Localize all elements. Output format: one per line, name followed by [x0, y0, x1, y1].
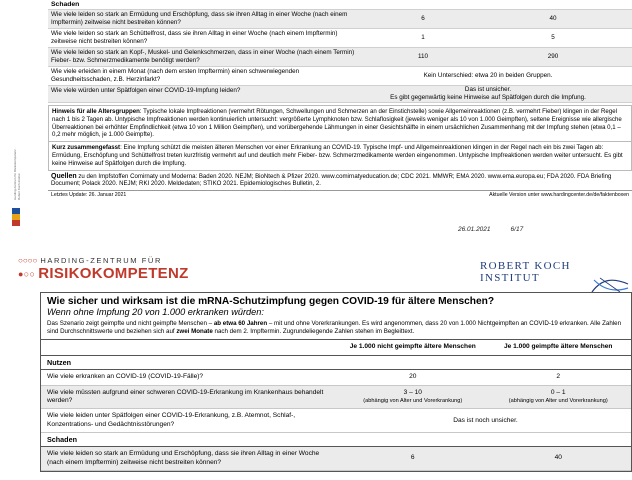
sidebar-vertical-text: Harding-Zentrum für Risikokompetenz · Robert Koch-Institut: [13, 147, 21, 200]
nutzen-section-heading: Nutzen: [41, 356, 631, 370]
desc-bold: zwei Monate: [176, 328, 213, 335]
row-question: Wie viele würden unter Spätfolgen einer COVID-19-Impfung leiden?: [51, 87, 241, 94]
row-value-vaccinated: 290: [547, 53, 559, 60]
hinweis-text: : Typische lokale Impfreaktionen (vermehrt Rötungen, Schwellungen und Schmerzen an der Einstichstelle) sowie Allgemeinreaktionen (z.B. vermehrt Fieber) klingen in der Regel nach 1 bis 2 Tagen ab. Untypische Impfreaktionen werden kontinuierlich untersucht: vergrößerte Lymphknoten bzw. Schlaflosigkeit (jeweils weniger als 10 von 1.000 Geimpften), seltene Ereignisse wie allergische Überreaktionen bei erhöhter Empfindlichkeit (etwa 10 von 1 Million Geimpften), und vorübergehende Lähmungen in einer Gesichtshälfte in einem ursächlichen Zusammenhang mit der Impfung stehen (etwa 0,1 – 0,2 mehr möglich, je 1.000 Geimpfte).: [52, 108, 622, 139]
header-vaccinated: Je 1.000 geimpfte ältere Menschen: [503, 343, 613, 350]
hinweis-box: [48, 105, 632, 142]
page-date: 26.01.2021: [458, 226, 491, 233]
value-number: 0 – 1: [550, 389, 566, 397]
kurz-title: Kurz zusammengefasst: [52, 144, 121, 152]
sidebar-strip: [0, 0, 28, 260]
table-row: [48, 29, 632, 48]
harding-center-logo: [18, 256, 189, 282]
row-value-unvaccinated: [340, 386, 486, 409]
kurz-box: [48, 142, 632, 170]
page-meta: [458, 226, 523, 233]
table-row: [48, 10, 632, 29]
value-note: (abhängig von Alter und Vorerkrankung): [508, 397, 608, 404]
main-factbox: [40, 292, 632, 472]
row-question: Wie viele leiden so stark an Ermüdung und Erschöpfung, dass sie ihren Alltag in einer Woche (nach einem Impftermin) zeitweise nicht bestreiten können?: [47, 450, 320, 466]
page-number: 6/17: [510, 226, 524, 233]
row-value-vaccinated: 40: [549, 15, 557, 22]
factbox-subtitle: Wenn ohne Impfung 20 von 1.000 erkranken würden:: [47, 307, 264, 317]
factbox-title: Wie sicher und wirksam ist die mRNA-Schutzimpfung gegen COVID-19 für ältere Menschen?: [47, 296, 495, 307]
table-row: [48, 48, 632, 67]
kurz-text: : Eine Impfung schützt die meisten älteren Menschen vor einer Erkrankung an COVID-19. Typische Impf- und Allgemeinreaktionen klingen in der Regel nach ein bis zwei Tagen ab: Ermüdung, Erschöpfung und Schüttelfrost treten kurzfristig vermehrt auf und deutlich mehr Fieber- bzw. Schmerzmedikamente werden eingenommen. Untypische Impfreaktionen werden weiter untersucht. Es gibt keine Hinweise auf Spätfolgen durch die Impfung.: [52, 144, 623, 167]
table-row: [48, 67, 632, 86]
schaden-section-heading: Schaden: [48, 0, 632, 10]
value-number: 3 – 10: [403, 389, 422, 397]
last-update: Letztes Update: 26. Januar 2021: [51, 191, 127, 198]
table-row: [48, 86, 632, 103]
row-value-vaccinated: [486, 386, 632, 409]
row-value-unvaccinated: 110: [417, 53, 429, 60]
desc-part: nach dem 2. Impftermin. Zugrundeliegende Zahlen stehen im Begleittext.: [212, 328, 415, 335]
row-value-vaccinated: 40: [554, 454, 562, 462]
row-question: Wie viele erleiden in einem Monat (nach dem ersten Impftermin) einen schwerwiegenden Gesundheitsschaden, z.B. Herzinfarkt?: [51, 68, 300, 83]
row-question: Wie viele leiden so stark an Kopf-, Muskel- und Gelenkschmerzen, dass in einer Woche (nach einem Termin) Fieber- bzw. Schmerzmedikamente benötigt werden?: [51, 49, 355, 64]
rki-logo-text: ROBERT KOCH INSTITUT: [480, 260, 571, 284]
row-question: Wie viele leiden so stark an Schüttelfrost, dass sie ihren Alltag in einer Woche (nach einem Impftermin) zeitweise nicht bestreiten können?: [51, 30, 338, 45]
row-value-line-2: Es gibt gegenwärtig keine Hinweise auf Spätfolgen durch die Impfung.: [390, 94, 586, 101]
value-note: (abhängig von Alter und Vorerkrankung): [363, 397, 463, 404]
desc-bold: ab etwa 60 Jahren: [213, 320, 268, 327]
desc-part: – mit und ohne Vorerkrankungen. Es wird angenommen, dass 20 von 1.000 Nichtgeimpften an COVID-19 erkranken. Alle Zahlen sind Durchschnittswerte und beziehen sich auf: [47, 320, 622, 335]
schaden-section-heading: Schaden: [41, 433, 631, 447]
row-value-combined: [358, 86, 618, 102]
rki-logo: [480, 260, 632, 284]
logo-main-text: RISIKOKOMPETENZ: [38, 265, 189, 282]
table-row: [41, 447, 631, 471]
row-value-unvaccinated: 1: [421, 34, 425, 41]
row-value-combined: Kein Unterschied: etwa 20 in beiden Gruppen.: [423, 72, 553, 79]
previous-factbox: [48, 0, 632, 199]
row-question: Wie viele erkranken an COVID-19 (COVID-19-Fälle)?: [47, 372, 204, 380]
current-version-link[interactable]: Aktuelle Version unter www.hardingcenter.de/de/faktenboxen: [489, 191, 629, 198]
table-row: [41, 370, 631, 386]
sources-title: Quellen: [51, 172, 77, 180]
factbox-footer: [48, 190, 632, 199]
row-value-unvaccinated: 6: [410, 454, 415, 462]
sidebar-color-bar-red: [12, 220, 20, 226]
desc-part: Das Szenario zeigt geimpfte und nicht geimpfte Menschen –: [47, 320, 214, 327]
row-value-unvaccinated: 6: [421, 15, 425, 22]
header-blank: [41, 340, 340, 355]
hinweis-title: Hinweis für alle Altersgruppen: [52, 108, 140, 115]
column-headers: [41, 340, 631, 356]
table-row: [41, 409, 631, 433]
logo-dots-icon: ○○○○: [18, 256, 38, 265]
logo-top-text: HARDING-ZENTRUM FÜR: [40, 256, 162, 265]
row-value-vaccinated: 2: [556, 372, 561, 380]
header-unvaccinated: Je 1.000 nicht geimpfte ältere Menschen: [349, 343, 476, 350]
sources-text: zu den Impfstoffen Comirnaty und Moderna: Baden 2020. NEJM; BioNtech & Pfizer 2020. www.comirnatyeducation.de; CDC 2021. MMWR; EMA 2020. www.ema.europa.eu; FDA 2020. FDA Briefing Document; Polack 2020. NEJM; RKI 2020. Meldedaten; STIKO 2021. Epidemiologisches Bulletin, 2.: [51, 172, 612, 188]
row-value-combined: Das ist noch unsicher.: [453, 416, 518, 424]
row-value-unvaccinated: 20: [409, 372, 417, 380]
factbox-description: [41, 319, 631, 340]
row-question: Wie viele leiden so stark an Ermüdung und Erschöpfung, dass sie ihren Alltag in einer Woche (nach einem Impftermin) zeitweise nicht bestreiten können?: [51, 11, 348, 26]
table-row: [41, 386, 631, 410]
row-question: Wie viele leiden unter Spätfolgen einer COVID-19-Erkrankung, z.B. Atemnot, Schlaf-, Konzentrations- und Gedächtnisstörungen?: [47, 412, 296, 428]
row-value-line-1: Das ist unsicher.: [464, 86, 512, 93]
row-question: Wie viele müssten aufgrund einer schweren COVID-19-Erkrankung im Krankenhaus behandelt werden?: [47, 388, 324, 404]
logo-dots-icon: ●○○: [18, 268, 36, 279]
row-value-vaccinated: 5: [551, 34, 555, 41]
sources-block: [48, 171, 632, 190]
